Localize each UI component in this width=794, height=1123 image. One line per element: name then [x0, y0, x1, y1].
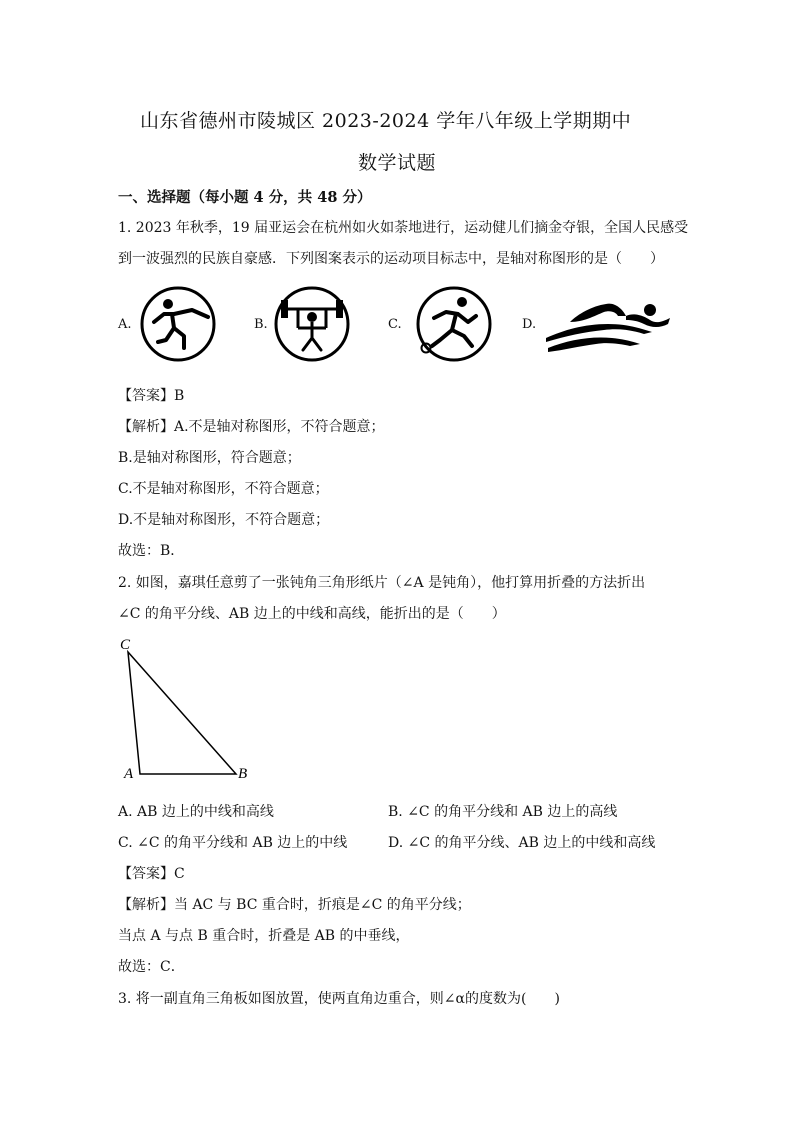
q1-option-c-label: C. [388, 317, 402, 332]
soccer-player-icon [410, 284, 494, 364]
q2-option-c: C. ∠C 的角平分线和 AB 边上的中线 [118, 835, 348, 851]
q1-option-b-label: B. [254, 317, 268, 332]
paper-title-line1: 山东省德州市陵城区 2023-2024 学年八年级上学期期中 [140, 110, 632, 132]
section-heading: 一、选择题（每小题 4 分，共 48 分） [118, 189, 372, 206]
paper-title-line2: 数学试题 [358, 152, 437, 174]
q2-option-a: A. AB 边上的中线和高线 [118, 804, 274, 820]
q2-option-d: D. ∠C 的角平分线、AB 边上的中线和高线 [388, 835, 656, 851]
vertex-label-b: B [238, 766, 248, 782]
running-figure-icon [138, 284, 218, 364]
q1-answer: 【答案】B [118, 388, 185, 404]
q1-option-a-label: A. [118, 317, 132, 332]
triangle-figure [116, 634, 256, 784]
q2-stem-line2: ∠C 的角平分线、AB 边上的中线和高线，能折出的是（ ） [118, 606, 506, 622]
q1-stem-line1: 1. 2023 年秋季，19 届亚运会在杭州如火如荼地进行，运动健儿们摘金夺银，全国人民感受 [118, 220, 689, 236]
q1-analysis-line4: D.不是轴对称图形，不符合题意； [118, 512, 330, 528]
q1-analysis-line1: 【解析】A.不是轴对称图形，不符合题意； [118, 419, 385, 435]
vertex-label-a: A [124, 766, 134, 782]
weightlifting-icon [272, 284, 352, 364]
swimming-waves-icon [544, 298, 672, 354]
q2-answer: 【答案】C [118, 866, 185, 882]
q1-stem-line2: 到一波强烈的民族自豪感．下列图案表示的运动项目标志中，是轴对称图形的是（ ） [118, 251, 664, 267]
q3-stem: 3. 将一副直角三角板如图放置，使两直角边重合，则∠α的度数为( ) [118, 991, 560, 1007]
q1-analysis-line2: B.是轴对称图形，符合题意； [118, 450, 301, 466]
vertex-label-c: C [120, 637, 131, 653]
q2-option-b: B. ∠C 的角平分线和 AB 边上的高线 [388, 804, 618, 820]
q2-analysis-line1: 【解析】当 AC 与 BC 重合时，折痕是∠C 的角平分线； [118, 897, 471, 913]
q2-analysis-line3: 故选：C． [118, 959, 185, 975]
q2-stem-line1: 2. 如图，嘉琪任意剪了一张钝角三角形纸片（∠A 是钝角），他打算用折叠的方法折出 [118, 575, 646, 591]
q2-analysis-line2: 当点 A 与点 B 重合时，折叠是 AB 的中垂线， [118, 928, 410, 944]
q1-analysis-line3: C.不是轴对称图形，不符合题意； [118, 481, 329, 497]
q1-option-d-label: D. [522, 317, 537, 332]
q1-analysis-line5: 故选：B． [118, 543, 185, 559]
